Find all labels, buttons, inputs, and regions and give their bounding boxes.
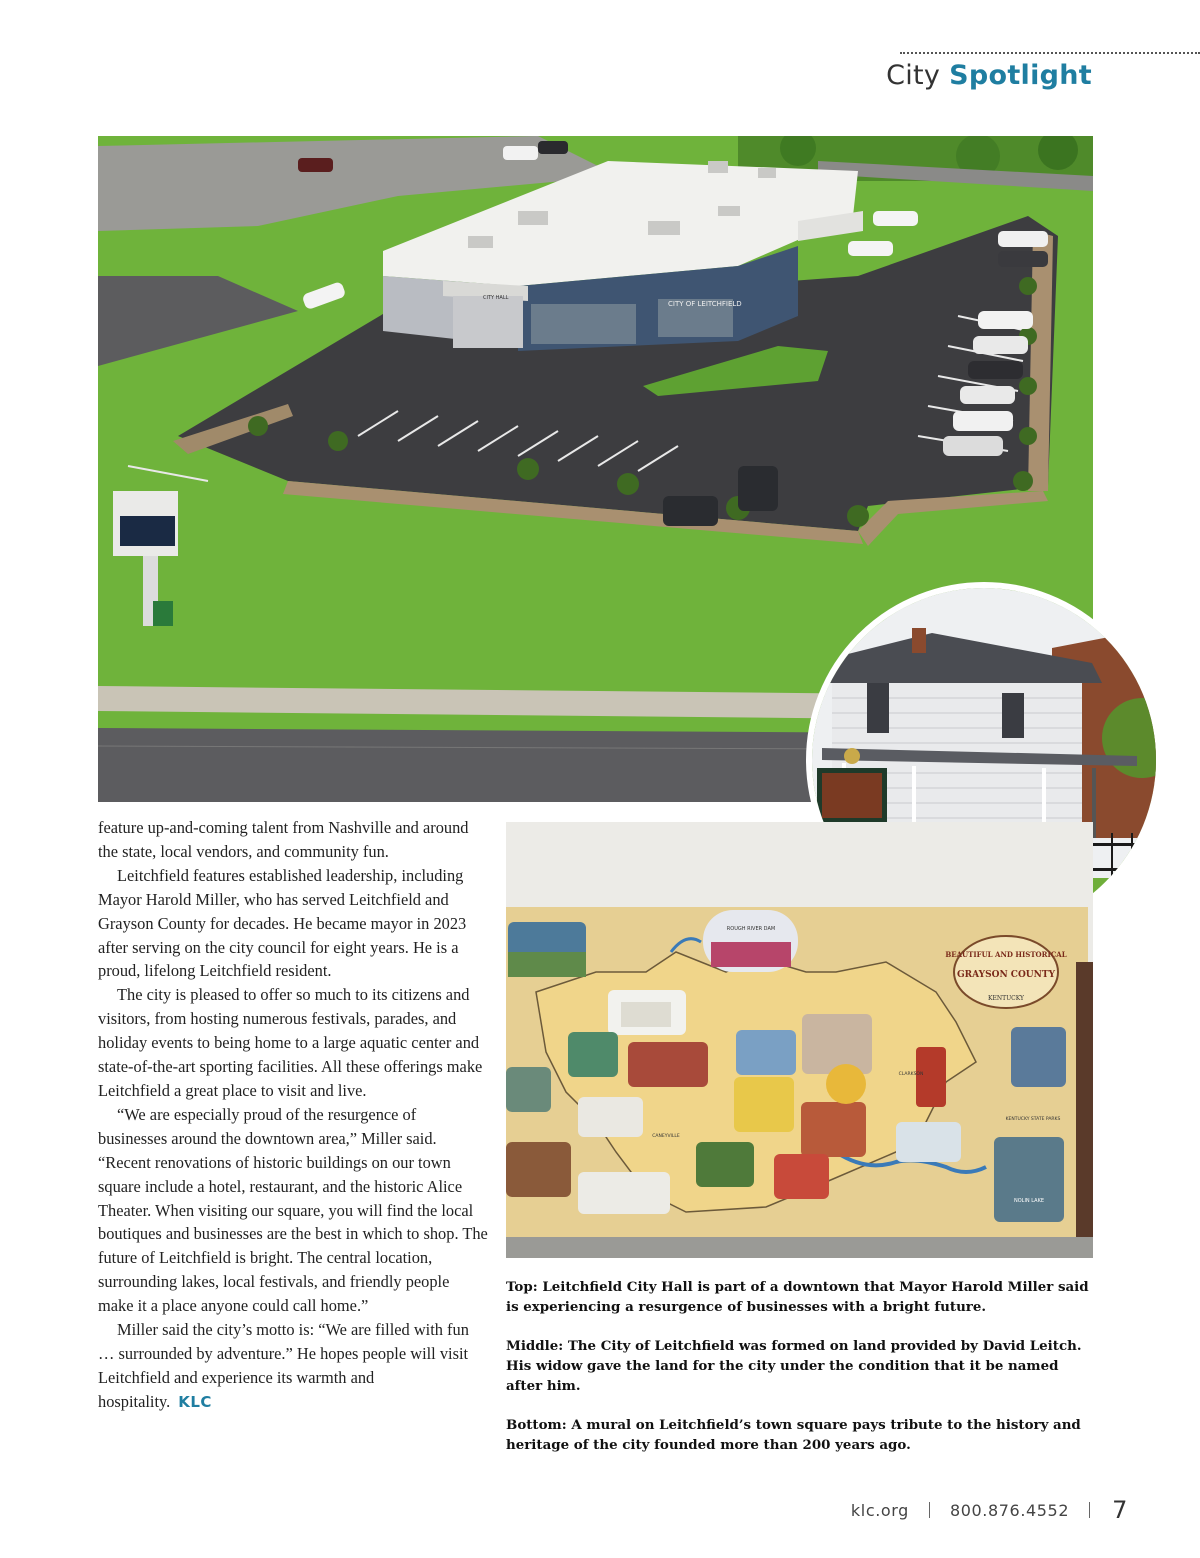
mural-badge-county: GRAYSON COUNTY (956, 970, 1056, 980)
city-of-leitchfield-building-sign: CITY OF LEITCHFIELD (668, 300, 742, 308)
mural-badge-state: KENTUCKY (987, 995, 1025, 1002)
body-paragraph-1: feature up-and-coming talent from Nashville and around the state, local vendors, and community fun. (98, 818, 469, 861)
article-body (98, 816, 488, 1415)
section-header (886, 60, 1092, 91)
klc-end-mark: KLC (178, 1392, 212, 1411)
section-header-light: City (886, 60, 941, 91)
mural-clarkson-label: CLARKSON (898, 1072, 924, 1077)
footer-divider (1089, 1502, 1090, 1518)
caption-bottom: Bottom: A mural on Leitchfield’s town square pays tribute to the history and heritage of the city founded more than 200 years ago. (506, 1417, 1081, 1453)
body-paragraph-3: The city is pleased to offer so much to its citizens and visitors, from hosting numerous festivals, parades, and holiday events to being home to a large aquatic center and state-of-the-art sporting facilities. All these offerings make Leitchfield a great place to visit and live. (98, 985, 483, 1100)
footer-website[interactable]: klc.org (850, 1500, 909, 1520)
mural-badge-line2: HISTORICAL (1015, 950, 1067, 959)
photo-captions (506, 1277, 1096, 1474)
body-paragraph-2: Leitchfield features established leadership, including Mayor Harold Miller, who has served Leitchfield and Grayson County for decades. He became mayor in 2023 after serving on the city council for eight years. He is a proud, lifelong Leitchfield resident. (98, 865, 467, 981)
city-hall-entrance-sign: CITY HALL (483, 295, 509, 301)
body-paragraph-5: Miller said the city’s motto is: “We are filled with fun … surrounded by adventure.” He hopes people will visit Leitchfield and experience its warmth and hospitality. (98, 1320, 469, 1411)
svg-text:BEAUTIFUL AND HIST (945, 950, 1066, 959)
footer-phone: 800.876.4552 (949, 1500, 1070, 1520)
mural-badge-line1: BEAUTIFUL (945, 950, 993, 959)
caption-middle: Middle: The City of Leitchfield was formed on land provided by David Leitch. His widow gave the land for the city under the condition that it be named after him. (506, 1338, 1082, 1394)
page-footer (851, 1496, 1128, 1524)
caption-top: Top: Leitchfield City Hall is part of a downtown that Mayor Harold Miller said is experiencing a resurgence of businesses with a bright future. (506, 1279, 1089, 1315)
body-paragraph-5-wrap (98, 1318, 488, 1415)
mural-caneyville-label: CANEYVILLE (652, 1134, 680, 1139)
mural-kentucky-state-parks-label: KENTUCKY STATE PARKS (1005, 1117, 1061, 1122)
header-dotted-rule (900, 52, 1200, 54)
section-header-strong: Spotlight (949, 60, 1092, 91)
page-number: 7 (1112, 1496, 1128, 1524)
mural-rough-river-label: ROUGH RIVER DAM (726, 926, 776, 932)
grayson-county-mural-photo (506, 822, 1093, 1258)
footer-divider (929, 1502, 930, 1518)
mural-badge-mid: AND (995, 950, 1013, 959)
body-paragraph-4: “We are especially proud of the resurgence of businesses around the downtown area,” Miller said. “Recent renovations of historic buildings on our town square include a hotel, restaurant, and the historic Alice Theater. When visiting our square, you will find the local boutiques and businesses are the best in which to shop. The future of Leitchfield is bright. The central location, surrounding lakes, local festivals, and friendly people make it a place anyone could call home.” (98, 1104, 488, 1316)
mural-nolin-lake-label: NOLIN LAKE (1013, 1198, 1045, 1204)
